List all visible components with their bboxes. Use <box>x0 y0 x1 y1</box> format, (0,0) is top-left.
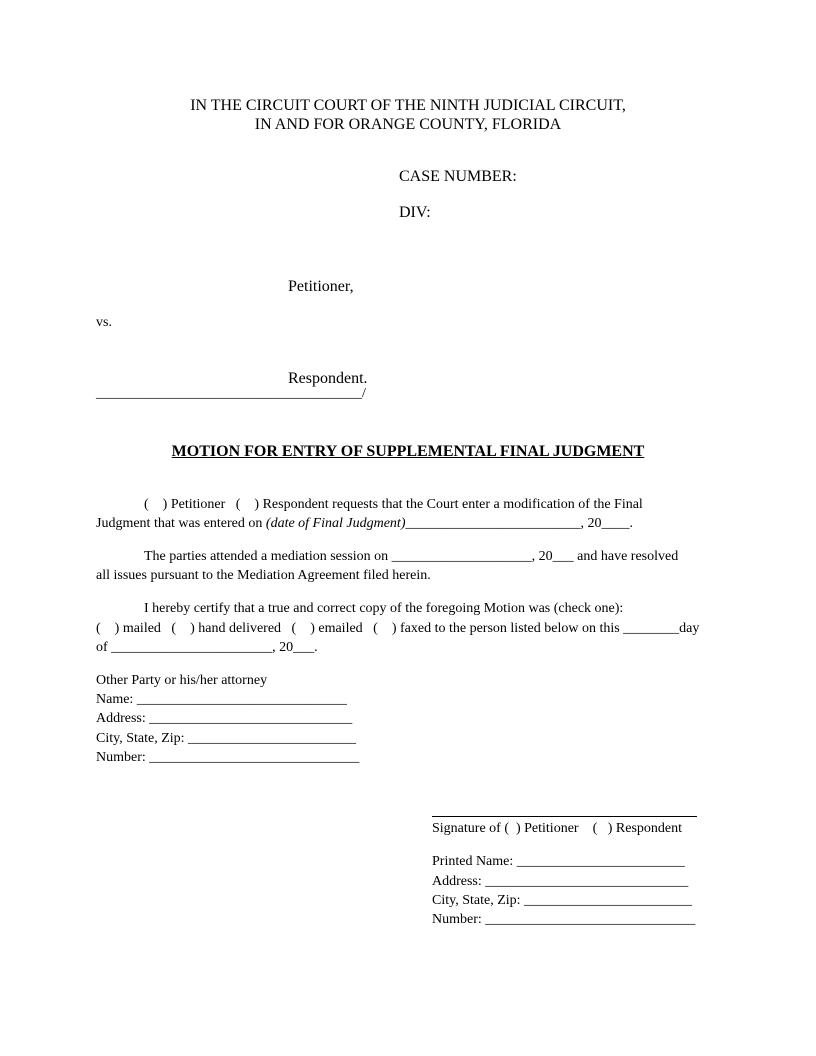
other-party-address: Address: _____________________________ <box>96 711 353 726</box>
signer-printed-name: Printed Name: ________________________ <box>432 854 685 869</box>
signature-line <box>432 816 697 817</box>
paragraph1-line2 <box>96 516 633 533</box>
petitioner-label: Petitioner, <box>288 278 354 295</box>
date-final-judgment-hint: (date of Final Judgment) <box>265 516 406 531</box>
signer-city: City, State, Zip: ________________________ <box>432 893 693 908</box>
paragraph3-line3: of _______________________, 20___. <box>96 640 318 655</box>
case-number-label: CASE NUMBER: <box>399 168 517 185</box>
paragraph2-line2: all issues pursuant to the Mediation Agreement filed herein. <box>96 568 431 583</box>
paragraph1-line2-start: Judgment that was entered on <box>96 516 266 531</box>
paragraph1-line1: ( ) Petitioner ( ) Respondent requests that the Court enter a modification of the Final <box>144 497 643 512</box>
versus-label: vs. <box>96 315 112 330</box>
caption-line: ______________________________________/ <box>96 386 366 401</box>
other-party-city: City, State, Zip: ________________________ <box>96 731 357 746</box>
signature-label: Signature of ( ) Petitioner ( ) Respondent <box>432 821 683 836</box>
court-heading-line1: IN THE CIRCUIT COURT OF THE NINTH JUDICIAL CIRCUIT, <box>190 97 626 114</box>
paragraph2-line1: The parties attended a mediation session on ____________________, 20___ and have resolved <box>144 549 679 564</box>
court-heading-line2: IN AND FOR ORANGE COUNTY, FLORIDA <box>254 116 562 133</box>
other-party-number: Number: ______________________________ <box>96 750 360 765</box>
division-label: DIV: <box>399 204 431 221</box>
respondent-label: Respondent. <box>288 370 368 387</box>
other-party-name: Name: ______________________________ <box>96 692 347 707</box>
signer-address: Address: _____________________________ <box>432 874 689 889</box>
other-party-heading: Other Party or his/her attorney <box>96 673 268 688</box>
document-title: MOTION FOR ENTRY OF SUPPLEMENTAL FINAL JUDGMENT <box>171 443 645 460</box>
paragraph1-line2-end: _________________________, 20____. <box>405 516 633 531</box>
signer-number: Number: ______________________________ <box>432 912 696 927</box>
paragraph3-line1: I hereby certify that a true and correct copy of the foregoing Motion was (check one): <box>144 601 624 616</box>
service-method-line: ( ) mailed ( ) hand delivered ( ) emailed ( ) faxed to the person listed below on this ________day <box>96 621 700 636</box>
